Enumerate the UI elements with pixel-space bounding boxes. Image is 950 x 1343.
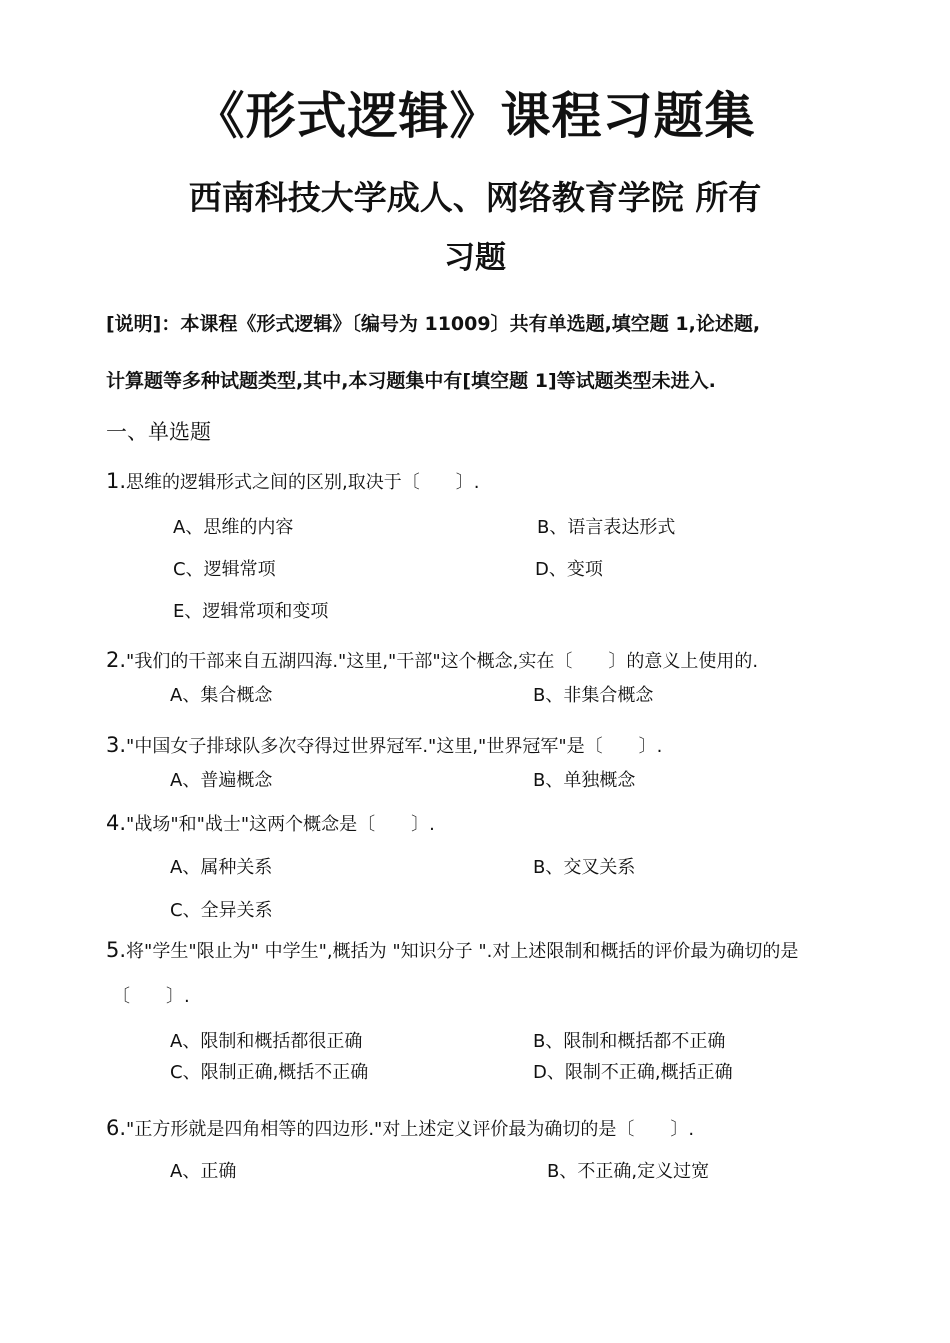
option: B、限制和概括都不正确 [533,1031,726,1052]
question-text: 将"学生"限止为" 中学生",概括为 "知识分子 ".对上述限制和概括的评价最为确切的是 [126,941,799,962]
option: A、集合概念 [170,685,273,706]
option: D、限制不正确,概括正确 [533,1062,733,1083]
option: C、逻辑常项 [173,559,276,580]
option: A、限制和概括都很正确 [170,1031,363,1052]
option: B、不正确,定义过宽 [547,1161,710,1182]
question-6 [106,1115,694,1141]
option: A、思维的内容 [173,517,294,538]
question-5 [106,937,798,963]
question-text: 思维的逻辑形式之间的区别,取决于〔 〕. [126,472,480,493]
option: E、逻辑常项和变项 [173,601,329,622]
option: D、变项 [535,559,603,580]
question-1 [106,468,480,494]
page-subtitle-continued: 习题 [444,240,506,276]
instructions-note: [说明]：本课程《形式逻辑》〔编号为 11009〕共有单选题,填空题 1,论述题, [106,313,761,335]
option: B、语言表达形式 [537,517,676,538]
question-text-continued: 〔 〕. [112,986,190,1007]
option: B、交叉关系 [533,857,636,878]
page-subtitle: 西南科技大学成人、网络教育学院 所有 [188,178,762,217]
question-text: "正方形就是四角相等的四边形."对上述定义评价最为确切的是〔 〕. [126,1119,695,1140]
option: A、普遍概念 [170,770,273,791]
question-text: "我们的干部来自五湖四海."这里,"干部"这个概念,实在〔 〕的意义上使用的. [126,651,759,672]
section-heading: 一、单选题 [106,420,211,444]
option: B、单独概念 [533,770,636,791]
question-text: "战场"和"战士"这两个概念是〔 〕. [126,814,435,835]
option: A、正确 [170,1161,237,1182]
option: C、限制正确,概括不正确 [170,1062,369,1083]
option: C、全异关系 [170,900,273,921]
question-text: "中国女子排球队多次夺得过世界冠军."这里,"世界冠军"是〔 〕. [126,736,663,757]
question-3 [106,732,662,758]
question-number: 5. [106,938,127,962]
question-number: 1. [106,469,127,493]
instructions-note-continued: 计算题等多种试题类型,其中,本习题集中有[填空题 1]等试题类型未进入. [106,370,716,392]
question-number: 3. [106,733,127,757]
option: B、非集合概念 [533,685,654,706]
question-number: 6. [106,1116,127,1140]
question-2 [106,647,758,673]
question-4 [106,810,435,836]
question-number: 2. [106,648,127,672]
option: A、属种关系 [170,857,273,878]
page-title: 《形式逻辑》课程习题集 [194,87,756,145]
question-number: 4. [106,811,127,835]
